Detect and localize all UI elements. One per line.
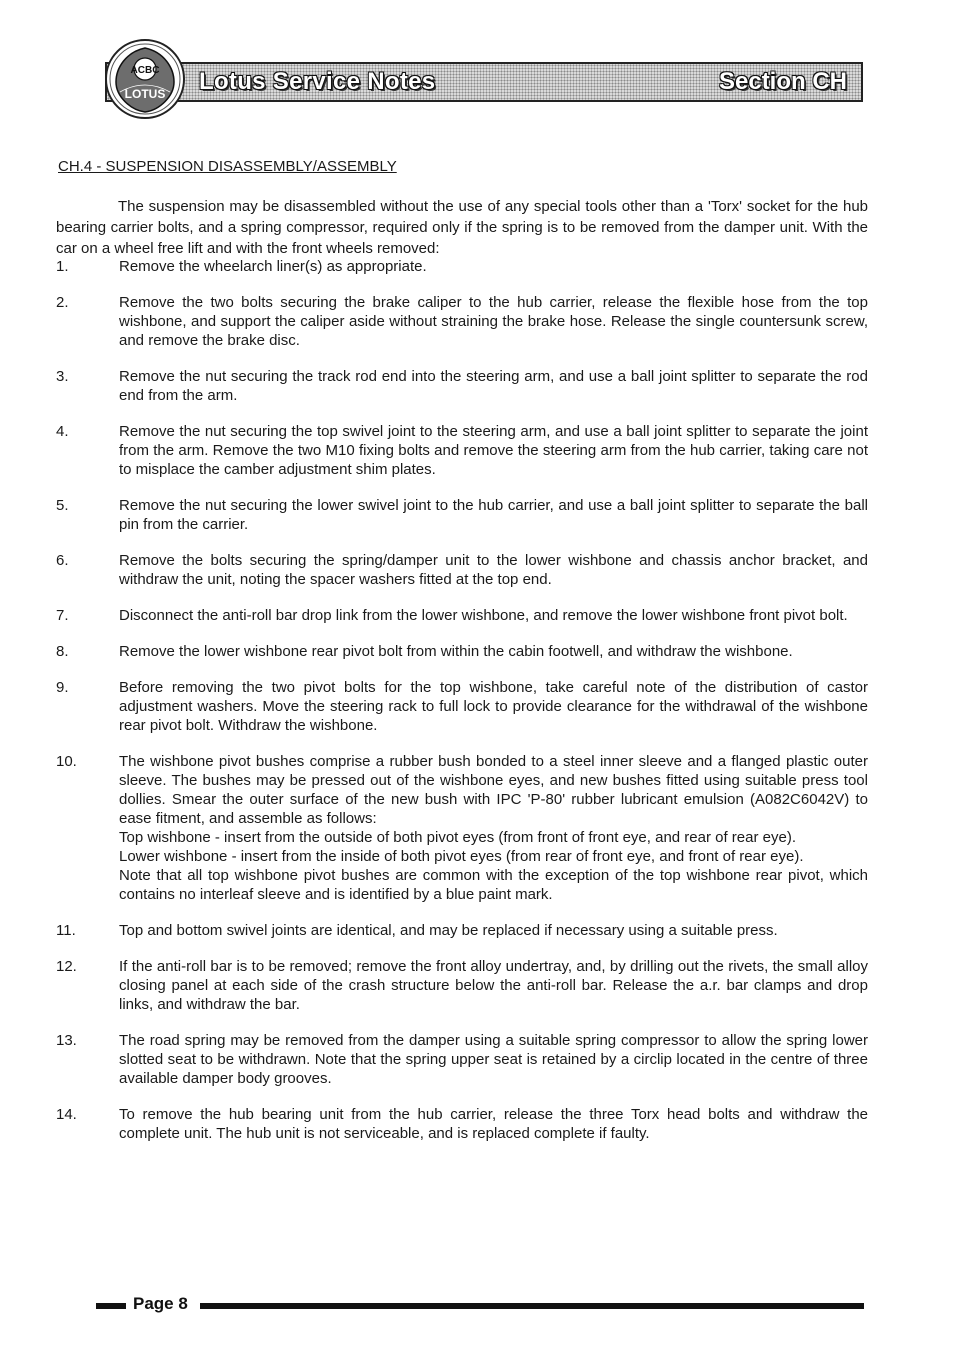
step-text: If the anti-roll bar is to be removed; remove the front alloy undertray, and, by drilling out the rivets, the small alloy closing panel at each side of the crash structure below the anti-roll bar. Release the a.r. bar clamps and drop links, and withdraw the bar. [119,958,868,1013]
header-banner [105,62,863,102]
step-number: 11. [56,922,76,939]
intro-paragraph: The suspension may be disassembled without the use of any special tools other than a 'Torx' socket for the hub bearing carrier bolts, and a spring compressor, required only if the spring is to be removed from the damper unit. With the car on a wheel free lift and with the front wheels removed: [56,198,868,257]
step-number: 1. [56,258,69,275]
step-item [56,1031,868,1088]
step-number: 13. [56,1032,77,1049]
step-item [56,642,868,661]
step-number: 4. [56,423,69,440]
logo-monogram: ACBC [130,65,160,76]
step-item [56,957,868,1014]
step-number: 10. [56,753,77,770]
step-item [56,678,868,735]
step-subline: Note that all top wishbone pivot bushes are common with the exception of the top wishbone rear pivot, which contains no interleaf sleeve and is identified by a blue paint mark. [119,867,868,903]
step-item [56,1105,868,1143]
step-item [56,257,868,276]
step-text: Remove the bolts securing the spring/damper unit to the lower wishbone and chassis anchor bracket, and withdraw the unit, noting the spacer washers fitted at the top end. [119,552,868,588]
lotus-logo [104,38,186,120]
step-number: 6. [56,552,69,569]
footer-rule-left [96,1303,126,1309]
step-number: 3. [56,368,69,385]
step-text: Top and bottom swivel joints are identical, and may be replaced if necessary using a suitable press. [119,922,778,939]
step-text: To remove the hub bearing unit from the hub carrier, release the three Torx head bolts and withdraw the complete unit. The hub unit is not serviceable, and is replaced complete if faulty. [119,1106,868,1142]
step-item [56,367,868,405]
step-item [56,752,868,904]
step-number: 12. [56,958,77,975]
step-text: Remove the two bolts securing the brake caliper to the hub carrier, release the flexible hose from the top wishbone, and support the caliper aside without straining the brake hose. Release the single countersunk screw, and remove the brake disc. [119,294,868,349]
step-item [56,293,868,350]
step-text: Remove the nut securing the track rod end into the steering arm, and use a ball joint splitter to separate the rod end from the arm. [119,368,868,404]
step-text: Before removing the two pivot bolts for the top wishbone, take careful note of the distribution of castor adjustment washers. Move the steering rack to full lock to provide clearance for the withdrawal of the wishbone rear pivot bolt. Withdraw the wishbone. [119,679,868,734]
step-number: 2. [56,294,69,311]
header-title: Lotus Service Notes [199,68,436,95]
step-text: Remove the lower wishbone rear pivot bolt from within the cabin footwell, and withdraw the wishbone. [119,643,793,660]
step-subline: Top wishbone - insert from the outside of both pivot eyes (from front of front eye, and rear of rear eye). [119,829,796,846]
section-heading: CH.4 - SUSPENSION DISASSEMBLY/ASSEMBLY [58,158,397,175]
step-number: 5. [56,497,69,514]
procedure-steps [56,257,868,1143]
footer-rule-right [200,1303,864,1309]
step-number: 8. [56,643,69,660]
step-text: The road spring may be removed from the damper using a suitable spring compressor to allow the spring lower slotted seat to be withdrawn. Note that the spring upper seat is retained by a circlip located in the centre of three available damper body grooves. [119,1032,868,1087]
step-item [56,606,868,625]
logo-text: LOTUS [124,87,166,101]
step-number: 7. [56,607,69,624]
step-text: Disconnect the anti-roll bar drop link from the lower wishbone, and remove the lower wishbone front pivot bolt. [119,607,848,624]
step-item [56,496,868,534]
step-item [56,422,868,479]
step-subline: Lower wishbone - insert from the inside of both pivot eyes (from rear of front eye, and front of rear eye). [119,848,804,865]
page-number: Page 8 [133,1294,188,1313]
header-section: Section CH [718,68,847,95]
step-item [56,551,868,589]
step-text: Remove the nut securing the top swivel joint to the steering arm, and use a ball joint splitter to separate the joint from the arm. Remove the two M10 fixing bolts and remove the steering arm from the hub carrier, taking care not to misplace the camber adjustment shim plates. [119,423,868,478]
step-number: 14. [56,1106,77,1123]
step-text: The wishbone pivot bushes comprise a rubber bush bonded to a steel inner sleeve and a flanged plastic outer sleeve. The bushes may be pressed out of the wishbone eyes, and new bushes fitted using suitable press tool dollies. Smear the outer surface of the new bush with IPC 'P-80' rubber lubricant emulsion (A082C6042V) to ease fitment, and assemble as follows: [119,753,868,827]
step-number: 9. [56,679,69,696]
step-item [56,921,868,940]
step-text: Remove the nut securing the lower swivel joint to the hub carrier, and use a ball joint splitter to separate the ball pin from the carrier. [119,497,868,533]
step-text: Remove the wheelarch liner(s) as appropriate. [119,258,427,275]
